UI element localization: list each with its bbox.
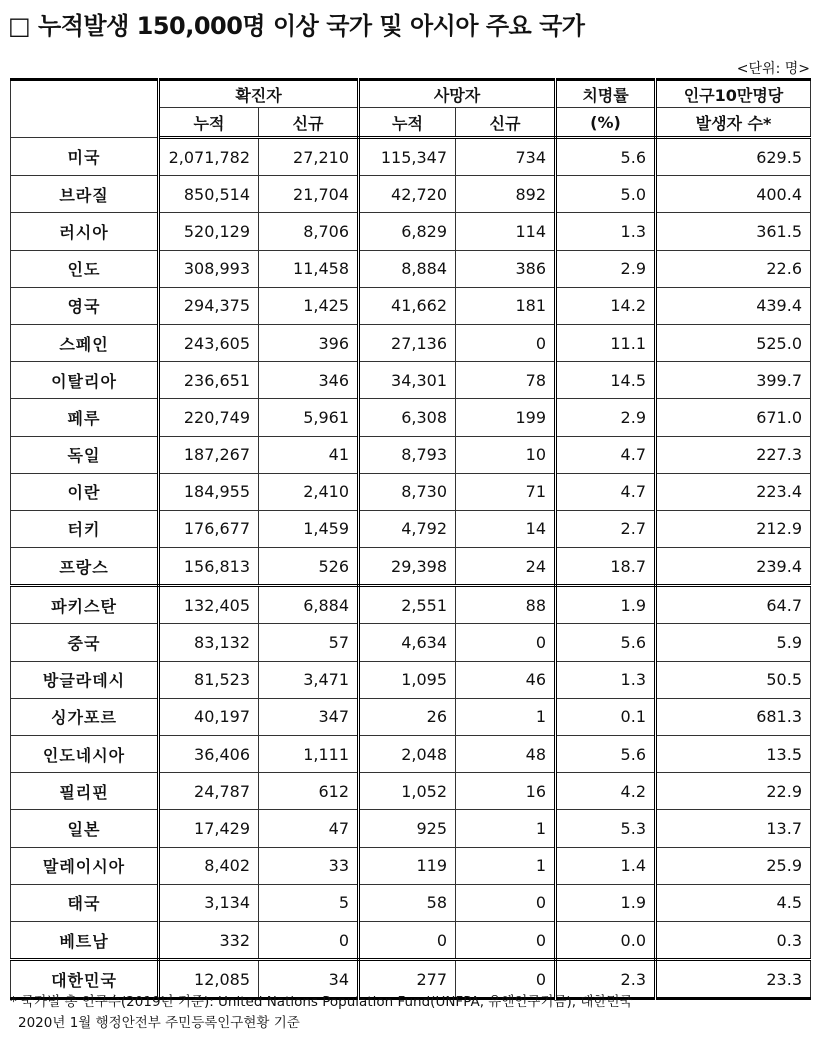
- cfr-cell: 4.2: [556, 773, 656, 810]
- header-per100k-line2: 발생자 수*: [656, 108, 811, 138]
- deaths-cumulative-cell: 4,634: [359, 624, 456, 661]
- deaths-new-cell: 1: [456, 847, 556, 884]
- per100k-cell: 223.4: [656, 473, 811, 510]
- deaths-cumulative-cell: 27,136: [359, 324, 456, 361]
- per100k-cell: 64.7: [656, 586, 811, 624]
- deaths-new-cell: 46: [456, 661, 556, 698]
- country-cell: 러시아: [11, 213, 159, 250]
- cfr-cell: 18.7: [556, 548, 656, 586]
- deaths-new-cell: 88: [456, 586, 556, 624]
- per100k-cell: 227.3: [656, 436, 811, 473]
- confirmed-cumulative-cell: 3,134: [159, 884, 259, 921]
- confirmed-new-cell: 41: [259, 436, 359, 473]
- country-cell: 말레이시아: [11, 847, 159, 884]
- table-row: [11, 138, 811, 176]
- country-cell: 필리핀: [11, 773, 159, 810]
- confirmed-cumulative-cell: 40,197: [159, 698, 259, 735]
- table-row: [11, 773, 811, 810]
- country-cell: 싱가포르: [11, 698, 159, 735]
- header-deaths-new: 신규: [456, 108, 556, 138]
- deaths-new-cell: 892: [456, 176, 556, 213]
- per100k-cell: 361.5: [656, 213, 811, 250]
- confirmed-new-cell: 5,961: [259, 399, 359, 436]
- confirmed-cumulative-cell: 8,402: [159, 847, 259, 884]
- country-cell: 대한민국: [11, 960, 159, 999]
- table-row: [11, 213, 811, 250]
- confirmed-new-cell: 11,458: [259, 250, 359, 287]
- deaths-cumulative-cell: 8,884: [359, 250, 456, 287]
- deaths-cumulative-cell: 1,095: [359, 661, 456, 698]
- header-cfr: 치명률: [556, 80, 656, 108]
- table-body: [11, 138, 811, 999]
- deaths-cumulative-cell: 29,398: [359, 548, 456, 586]
- cfr-cell: 1.9: [556, 884, 656, 921]
- table-row: [11, 436, 811, 473]
- header-deaths: 사망자: [359, 80, 556, 108]
- confirmed-cumulative-cell: 156,813: [159, 548, 259, 586]
- table-row: [11, 399, 811, 436]
- cfr-cell: 2.7: [556, 510, 656, 547]
- table-row: [11, 176, 811, 213]
- per100k-cell: 212.9: [656, 510, 811, 547]
- unit-label: <단위: 명>: [736, 61, 810, 77]
- deaths-cumulative-cell: 58: [359, 884, 456, 921]
- country-cell: 미국: [11, 138, 159, 176]
- deaths-new-cell: 0: [456, 960, 556, 999]
- deaths-new-cell: 10: [456, 436, 556, 473]
- per100k-cell: 399.7: [656, 362, 811, 399]
- confirmed-new-cell: 8,706: [259, 213, 359, 250]
- confirmed-new-cell: 6,884: [259, 586, 359, 624]
- deaths-cumulative-cell: 2,048: [359, 736, 456, 773]
- table-row: [11, 624, 811, 661]
- per100k-cell: 525.0: [656, 324, 811, 361]
- deaths-new-cell: 386: [456, 250, 556, 287]
- confirmed-cumulative-cell: 12,085: [159, 960, 259, 999]
- confirmed-cumulative-cell: 236,651: [159, 362, 259, 399]
- cfr-cell: 1.3: [556, 661, 656, 698]
- deaths-cumulative-cell: 925: [359, 810, 456, 847]
- table-row: [11, 921, 811, 959]
- cfr-cell: 5.0: [556, 176, 656, 213]
- table-row: [11, 884, 811, 921]
- cfr-cell: 2.9: [556, 250, 656, 287]
- cfr-cell: 1.4: [556, 847, 656, 884]
- deaths-cumulative-cell: 115,347: [359, 138, 456, 176]
- confirmed-cumulative-cell: 81,523: [159, 661, 259, 698]
- per100k-cell: 239.4: [656, 548, 811, 586]
- cfr-cell: 11.1: [556, 324, 656, 361]
- header-confirmed-cumulative: 누적: [159, 108, 259, 138]
- header-deaths-cumulative: 누적: [359, 108, 456, 138]
- confirmed-cumulative-cell: 308,993: [159, 250, 259, 287]
- table-row: [11, 698, 811, 735]
- per100k-cell: 439.4: [656, 287, 811, 324]
- deaths-new-cell: 14: [456, 510, 556, 547]
- confirmed-cumulative-cell: 132,405: [159, 586, 259, 624]
- deaths-cumulative-cell: 8,730: [359, 473, 456, 510]
- table-row: [11, 661, 811, 698]
- cfr-cell: 5.6: [556, 624, 656, 661]
- country-cell: 파키스탄: [11, 586, 159, 624]
- country-cell: 태국: [11, 884, 159, 921]
- header-cfr-unit: (%): [556, 108, 656, 138]
- cfr-cell: 2.9: [556, 399, 656, 436]
- deaths-cumulative-cell: 6,829: [359, 213, 456, 250]
- per100k-cell: 25.9: [656, 847, 811, 884]
- cfr-cell: 5.6: [556, 138, 656, 176]
- confirmed-new-cell: 396: [259, 324, 359, 361]
- confirmed-new-cell: 347: [259, 698, 359, 735]
- per100k-cell: 13.5: [656, 736, 811, 773]
- confirmed-cumulative-cell: 24,787: [159, 773, 259, 810]
- per100k-cell: 629.5: [656, 138, 811, 176]
- deaths-new-cell: 71: [456, 473, 556, 510]
- confirmed-new-cell: 0: [259, 921, 359, 959]
- confirmed-cumulative-cell: 2,071,782: [159, 138, 259, 176]
- deaths-new-cell: 1: [456, 698, 556, 735]
- country-cell: 방글라데시: [11, 661, 159, 698]
- confirmed-cumulative-cell: 176,677: [159, 510, 259, 547]
- table-row: [11, 362, 811, 399]
- confirmed-cumulative-cell: 83,132: [159, 624, 259, 661]
- footnote-line1: * 국가별 총 인구수(2019년 기준): United Nations Population Fund(UNFPA, 유엔인구기금), 대한민국: [10, 994, 633, 1010]
- cfr-cell: 0.0: [556, 921, 656, 959]
- deaths-cumulative-cell: 0: [359, 921, 456, 959]
- per100k-cell: 22.9: [656, 773, 811, 810]
- deaths-new-cell: 199: [456, 399, 556, 436]
- deaths-new-cell: 0: [456, 921, 556, 959]
- cfr-cell: 1.9: [556, 586, 656, 624]
- footnote-line2: 2020년 1월 행정안전부 주민등록인구현황 기준: [18, 1015, 300, 1031]
- covid-stats-table: [10, 78, 811, 1000]
- deaths-new-cell: 734: [456, 138, 556, 176]
- deaths-new-cell: 0: [456, 324, 556, 361]
- country-cell: 브라질: [11, 176, 159, 213]
- table-row: [11, 287, 811, 324]
- country-cell: 프랑스: [11, 548, 159, 586]
- deaths-new-cell: 0: [456, 884, 556, 921]
- country-cell: 중국: [11, 624, 159, 661]
- confirmed-new-cell: 21,704: [259, 176, 359, 213]
- table-row: [11, 510, 811, 547]
- confirmed-new-cell: 47: [259, 810, 359, 847]
- deaths-new-cell: 114: [456, 213, 556, 250]
- page-title: □ 누적발생 150,000명 이상 국가 및 아시아 주요 국가: [8, 12, 585, 40]
- table-row: [11, 548, 811, 586]
- table-row: [11, 847, 811, 884]
- per100k-cell: 5.9: [656, 624, 811, 661]
- deaths-cumulative-cell: 42,720: [359, 176, 456, 213]
- deaths-new-cell: 1: [456, 810, 556, 847]
- confirmed-cumulative-cell: 36,406: [159, 736, 259, 773]
- confirmed-new-cell: 3,471: [259, 661, 359, 698]
- table-row: [11, 250, 811, 287]
- deaths-cumulative-cell: 2,551: [359, 586, 456, 624]
- confirmed-cumulative-cell: 850,514: [159, 176, 259, 213]
- deaths-cumulative-cell: 1,052: [359, 773, 456, 810]
- confirmed-new-cell: 346: [259, 362, 359, 399]
- country-cell: 일본: [11, 810, 159, 847]
- deaths-new-cell: 24: [456, 548, 556, 586]
- country-cell: 인도네시아: [11, 736, 159, 773]
- confirmed-new-cell: 1,459: [259, 510, 359, 547]
- confirmed-new-cell: 34: [259, 960, 359, 999]
- per100k-cell: 22.6: [656, 250, 811, 287]
- table-row: [11, 324, 811, 361]
- country-cell: 스페인: [11, 324, 159, 361]
- deaths-cumulative-cell: 26: [359, 698, 456, 735]
- table-row: [11, 473, 811, 510]
- header-country: [11, 80, 159, 138]
- deaths-new-cell: 16: [456, 773, 556, 810]
- cfr-cell: 5.6: [556, 736, 656, 773]
- header-per100k-line1: 인구10만명당: [656, 80, 811, 108]
- confirmed-new-cell: 1,425: [259, 287, 359, 324]
- confirmed-cumulative-cell: 243,605: [159, 324, 259, 361]
- per100k-cell: 400.4: [656, 176, 811, 213]
- per100k-cell: 4.5: [656, 884, 811, 921]
- deaths-cumulative-cell: 4,792: [359, 510, 456, 547]
- confirmed-new-cell: 5: [259, 884, 359, 921]
- country-cell: 이란: [11, 473, 159, 510]
- per100k-cell: 50.5: [656, 661, 811, 698]
- deaths-cumulative-cell: 277: [359, 960, 456, 999]
- cfr-cell: 0.1: [556, 698, 656, 735]
- cfr-cell: 2.3: [556, 960, 656, 999]
- cfr-cell: 4.7: [556, 473, 656, 510]
- cfr-cell: 14.5: [556, 362, 656, 399]
- cfr-cell: 1.3: [556, 213, 656, 250]
- confirmed-cumulative-cell: 187,267: [159, 436, 259, 473]
- confirmed-cumulative-cell: 332: [159, 921, 259, 959]
- confirmed-cumulative-cell: 520,129: [159, 213, 259, 250]
- confirmed-new-cell: 526: [259, 548, 359, 586]
- footnote: [10, 992, 810, 1034]
- confirmed-cumulative-cell: 184,955: [159, 473, 259, 510]
- cfr-cell: 4.7: [556, 436, 656, 473]
- per100k-cell: 13.7: [656, 810, 811, 847]
- confirmed-cumulative-cell: 17,429: [159, 810, 259, 847]
- per100k-cell: 681.3: [656, 698, 811, 735]
- confirmed-cumulative-cell: 294,375: [159, 287, 259, 324]
- header-confirmed-new: 신규: [259, 108, 359, 138]
- cfr-cell: 5.3: [556, 810, 656, 847]
- country-cell: 인도: [11, 250, 159, 287]
- confirmed-new-cell: 1,111: [259, 736, 359, 773]
- country-cell: 이탈리아: [11, 362, 159, 399]
- deaths-new-cell: 0: [456, 624, 556, 661]
- deaths-cumulative-cell: 8,793: [359, 436, 456, 473]
- confirmed-new-cell: 612: [259, 773, 359, 810]
- per100k-cell: 23.3: [656, 960, 811, 999]
- country-cell: 베트남: [11, 921, 159, 959]
- deaths-new-cell: 48: [456, 736, 556, 773]
- confirmed-new-cell: 27,210: [259, 138, 359, 176]
- cfr-cell: 14.2: [556, 287, 656, 324]
- table-row: [11, 810, 811, 847]
- confirmed-new-cell: 57: [259, 624, 359, 661]
- deaths-new-cell: 181: [456, 287, 556, 324]
- header-confirmed: 확진자: [159, 80, 359, 108]
- deaths-new-cell: 78: [456, 362, 556, 399]
- deaths-cumulative-cell: 34,301: [359, 362, 456, 399]
- per100k-cell: 671.0: [656, 399, 811, 436]
- confirmed-new-cell: 2,410: [259, 473, 359, 510]
- deaths-cumulative-cell: 41,662: [359, 287, 456, 324]
- table-row: [11, 736, 811, 773]
- confirmed-cumulative-cell: 220,749: [159, 399, 259, 436]
- country-cell: 터키: [11, 510, 159, 547]
- deaths-cumulative-cell: 119: [359, 847, 456, 884]
- table-row: [11, 586, 811, 624]
- country-cell: 독일: [11, 436, 159, 473]
- country-cell: 페루: [11, 399, 159, 436]
- per100k-cell: 0.3: [656, 921, 811, 959]
- country-cell: 영국: [11, 287, 159, 324]
- confirmed-new-cell: 33: [259, 847, 359, 884]
- deaths-cumulative-cell: 6,308: [359, 399, 456, 436]
